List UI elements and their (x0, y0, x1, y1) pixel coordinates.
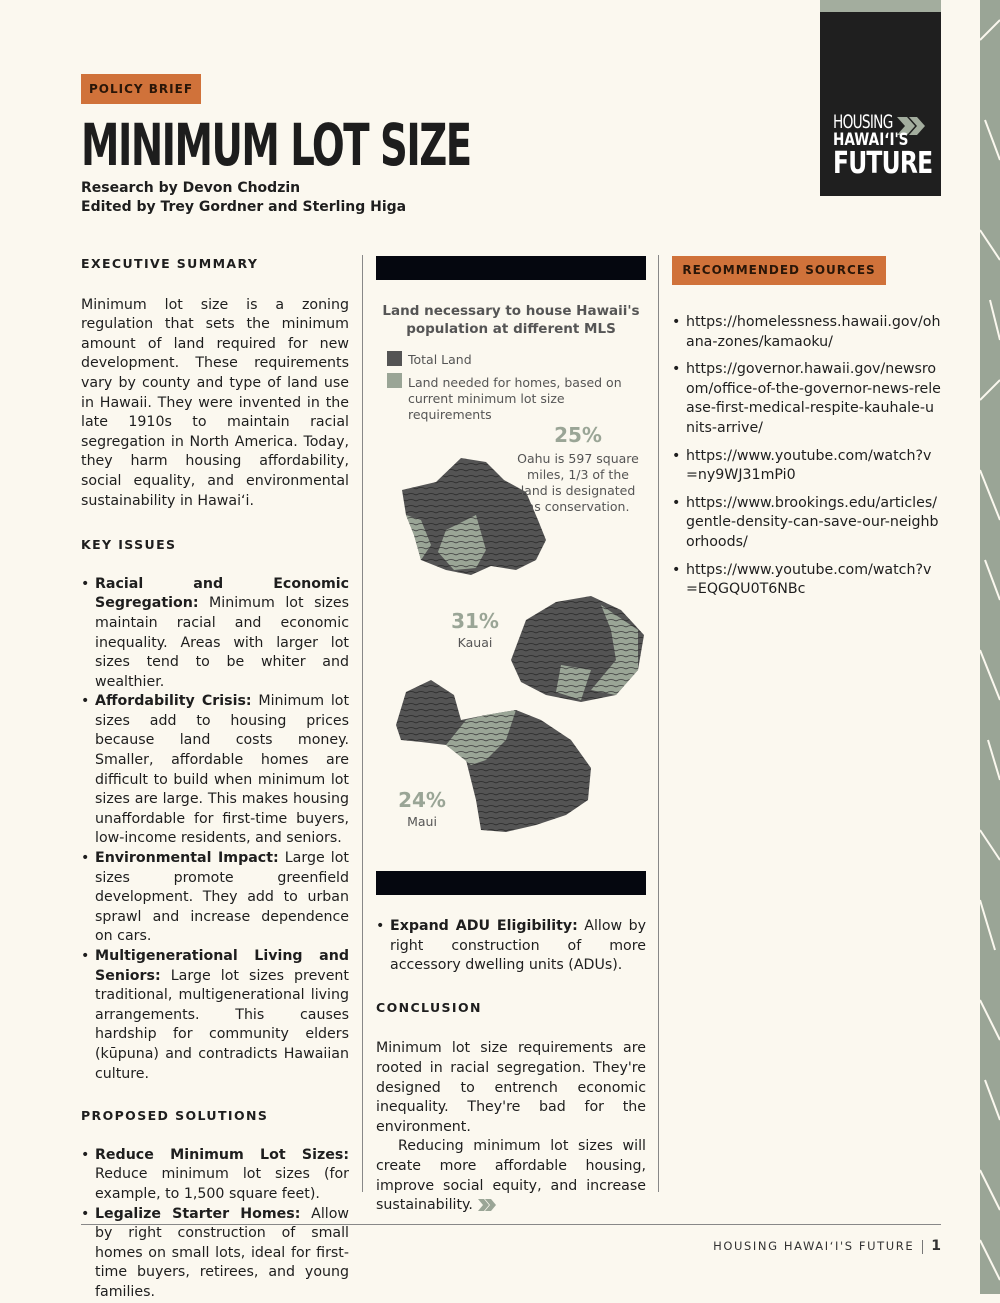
decorative-side-stripe (980, 0, 1000, 1294)
page-title: MINIMUM LOT SIZE (81, 111, 471, 179)
list-item: • Legalize Starter Homes: Allow by right construction of small homes on small lots, ideal for first-time buyers, retirees, and young families. (81, 1205, 349, 1303)
legend-swatch-total (387, 351, 402, 366)
double-chevron-icon (478, 1199, 496, 1211)
sources-list (672, 313, 942, 600)
page-number: 1 (931, 1238, 941, 1254)
figure-title: Land necessary to house Hawaii's population at different MLS (382, 303, 640, 337)
brand-line-hawaiis: HAWAIʻI'S (833, 130, 909, 150)
kauai-label: Kauai (457, 635, 493, 650)
maui-percent: 24% (398, 788, 446, 812)
right-column (672, 313, 942, 608)
research-credit: Research by Devon Chodzin (81, 180, 301, 196)
source-link[interactable]: • https://www.youtube.com/watch?v=EQGQU0T6NBc (672, 561, 942, 600)
source-link[interactable]: • https://governor.hawaii.gov/newsroom/office-of-the-governor-news-release-first-medical-respite-kauhale-units-arrive/ (672, 360, 942, 438)
editor-credit: Edited by Trey Gordner and Sterling Higa (81, 199, 407, 215)
kauai-map (511, 596, 644, 702)
executive-summary-text: Minimum lot size is a zoning regulation that sets the minimum amount of land required for new development. These requirements vary by county and type of land use in Hawaii. They were invented in the late 1910s to maintain racial segregation in North America. Today, they harm housing affordability, social equality, and environmental sustainability in Hawaiʻi. (81, 296, 349, 509)
key-issues-heading: KEY ISSUES (81, 537, 177, 553)
legend-label-total: Total Land (408, 352, 472, 367)
conclusion-paragraph-2: Reducing minimum lot sizes will create more affordable housing, improve social equity, and increase sustainability. (376, 1138, 646, 1214)
byline (81, 179, 406, 217)
list-item: • Affordability Crisis: Minimum lot sizes add to housing prices because land costs money. Smaller, affordable homes are difficult to build when minimum lot sizes are large. This makes housing unaffordable for first-time buyers, low-income residents, and seniors. (81, 692, 349, 849)
policy-brief-tag: POLICY BRIEF (81, 74, 201, 104)
footer-separator (922, 1240, 923, 1254)
middle-column-text (376, 917, 646, 1216)
list-item: • Expand ADU Eligibility: Allow by right construction of more accessory dwelling units (ADUs). (376, 917, 646, 976)
brand-line-housing: HOUSING (833, 111, 893, 133)
list-item: • Environmental Impact: Large lot sizes promote greenfield development. They add to urban sprawl and increase dependence on cars. (81, 849, 349, 947)
stripe-pattern (980, 0, 1000, 1294)
left-column (81, 254, 349, 1303)
figure-bottom-bar (376, 871, 646, 895)
conclusion-heading: CONCLUSION (376, 999, 482, 1015)
brand-line-future: FUTURE (833, 146, 933, 181)
oahu-percent: 25% (554, 423, 602, 447)
column-divider-right (658, 255, 659, 1192)
legend-label-homes: Land needed for homes, based on current minimum lot size requirements (408, 375, 622, 422)
oahu-note: Oahu is 597 square miles, 1/3 of the land is designated as conservation. (517, 451, 639, 514)
legend-swatch-homes (387, 373, 402, 388)
brand-logo (833, 112, 960, 179)
list-item: • Racial and Economic Segregation: Minimum lot sizes maintain racial and economic inequality. Areas with larger lot sizes tend to be whiter and wealthier. (81, 575, 349, 693)
source-link[interactable]: • https://www.youtube.com/watch?v=ny9WJ31mPi0 (672, 447, 942, 486)
source-link[interactable]: • https://www.brookings.edu/articles/gentle-density-can-save-our-neighborhoods/ (672, 494, 942, 553)
key-issues-list (81, 575, 349, 1084)
proposed-solutions-list-continued (376, 917, 646, 976)
kauai-percent: 31% (451, 609, 499, 633)
source-link[interactable]: • https://homelessness.hawaii.gov/ohana-zones/kamaoku/ (672, 313, 942, 352)
list-item: • Reduce Minimum Lot Sizes: Reduce minimum lot sizes (for example, to 1,500 square feet). (81, 1146, 349, 1205)
list-item: • Multigenerational Living and Seniors: Large lot sizes prevent traditional, multigenerational living arrangements. This causes hardship for community elders (kūpuna) and contradicts Hawaiian culture. (81, 947, 349, 1084)
recommended-sources-tag: RECOMMENDED SOURCES (672, 256, 886, 285)
brand-logo-block (820, 0, 941, 196)
proposed-solutions-heading: PROPOSED SOLUTIONS (81, 1108, 269, 1124)
footer (713, 1238, 941, 1254)
footer-brand: HOUSING HAWAIʻI'S FUTURE (713, 1239, 915, 1253)
figure-top-bar (376, 256, 646, 280)
footer-divider (81, 1224, 941, 1225)
column-divider-left (362, 255, 363, 1192)
maui-label: Maui (407, 814, 437, 829)
brand-top-stripe (820, 0, 941, 12)
conclusion-paragraph-1: Minimum lot size requirements are rooted in racial segregation. They're designed to entrench economic inequality. They're bad for the environment. (376, 1040, 646, 1135)
executive-summary-heading: EXECUTIVE SUMMARY (81, 256, 259, 271)
